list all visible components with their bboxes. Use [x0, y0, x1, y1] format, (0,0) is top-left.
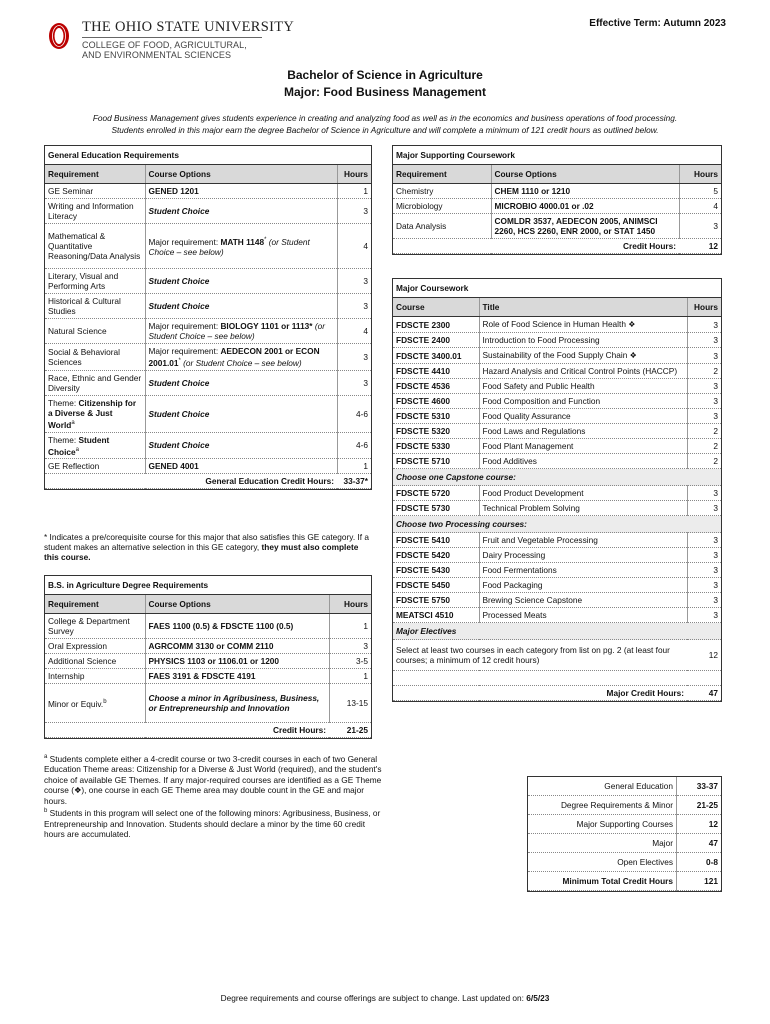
course-title: Hazard Analysis and Critical Control Points (HACCP) [482, 366, 678, 376]
table-row [45, 199, 371, 224]
bs-course-options-cell: FAES 1100 (0.5) & FDSCTE 1100 (0.5) [145, 614, 329, 639]
totals-value: 12 [677, 815, 722, 834]
ge-hours-cell: 3 [337, 269, 371, 294]
bs-hours-cell: 13-15 [329, 684, 371, 723]
ge-course-options-cell [145, 432, 337, 459]
student-choice-text: Student Choice [148, 440, 210, 451]
bs-section-title: B.S. in Agriculture Degree Requirements [45, 576, 371, 595]
course-hours-cell: 3 [687, 578, 721, 593]
bs-requirement-cell [45, 639, 145, 654]
requirement-name: College & Department Survey [48, 616, 130, 636]
ge-total-label: General Education Credit Hours: [145, 474, 337, 489]
bs-column-headers [45, 595, 371, 614]
table-row [393, 333, 721, 348]
course-title-cell [479, 501, 687, 516]
ge-note-emphasis: they must also complete this course. [44, 542, 359, 562]
ge-requirement-cell [45, 269, 145, 294]
ge-requirement-cell [45, 224, 145, 269]
footnote-b-mark: b [44, 808, 48, 815]
electives-row [393, 640, 721, 671]
course-title-cell [479, 593, 687, 608]
ge-theme-diamond-icon: ❖ [629, 351, 637, 360]
table-row [393, 317, 721, 333]
mc-total-value: 47 [687, 686, 721, 701]
course-code-cell: FDSCTE 4410 [393, 364, 479, 379]
ge-hours-cell: 3 [337, 344, 371, 371]
totals-label: Major Supporting Courses [528, 815, 677, 834]
table-row [393, 593, 721, 608]
requirement-name: Literary, Visual and Performing Arts [48, 271, 119, 291]
col-requirement: Requirement [393, 165, 491, 184]
course-title: Food Safety and Public Health [482, 381, 595, 391]
requirement-name: Minor or Equiv. [48, 698, 104, 709]
capstone-label: Choose one Capstone course: [393, 469, 721, 486]
course-title-cell [479, 454, 687, 469]
footnote-a-mark: a [44, 754, 48, 760]
course-code-cell: FDSCTE 5410 [393, 533, 479, 548]
ge-course-options-cell [145, 344, 337, 371]
table-row [45, 319, 371, 344]
course-hours-cell: 3 [687, 608, 721, 623]
table-row [45, 269, 371, 294]
mc-total-row [393, 686, 721, 701]
student-choice-text: Student Choice [148, 301, 210, 311]
table-row [393, 501, 721, 516]
table-row [393, 409, 721, 424]
ge-requirement-cell [45, 395, 145, 432]
ge-course-options-cell [145, 184, 337, 199]
course-title-cell [479, 548, 687, 563]
col-course-options: Course Options [491, 165, 679, 184]
ge-course-options-cell [145, 269, 337, 294]
totals-label: Major [528, 834, 677, 853]
course-code-cell: FDSCTE 2400 [393, 333, 479, 348]
bs-requirement-cell [45, 669, 145, 684]
course-title: Technical Problem Solving [482, 503, 580, 513]
mss-course-options-cell: COMLDR 3537, AEDECON 2005, ANIMSCI 2260, HCS 2260, ENR 2000, or STAT 1450 [491, 214, 679, 239]
totals-value: 21-25 [677, 796, 722, 815]
course-title: Food Fermentations [482, 565, 557, 575]
bs-total-value: 21-25 [329, 723, 371, 738]
footnote-b-text: Students in this program will select one of the following minors: Agribusiness, Business, or Entrepreneurship and Innovation. Students should declare a minor by the time 60 credit hours are accumulated. [44, 808, 381, 840]
college-line-1: COLLEGE OF FOOD, AGRICULTURAL, [82, 40, 247, 50]
course-hours-cell: 3 [687, 394, 721, 409]
col-requirement: Requirement [45, 165, 145, 184]
course-title-cell [479, 608, 687, 623]
course-title-cell [479, 348, 687, 364]
totals-value: 33-37 [677, 777, 722, 796]
course-title-cell [479, 533, 687, 548]
header-divider [82, 37, 262, 38]
bs-course-options-cell: PHYSICS 1103 or 1106.01 or 1200 [145, 654, 329, 669]
course-title: Food Laws and Regulations [482, 426, 586, 436]
student-choice-text: Student Choice [148, 377, 210, 388]
table-row [45, 184, 371, 199]
major-supporting-table [392, 145, 722, 255]
course-code-cell: MEATSCI 4510 [393, 608, 479, 623]
requirement-name: Oral Expression [48, 641, 108, 651]
table-row [393, 214, 721, 239]
course-code: BIOLOGY 1101 or 1113* [220, 321, 313, 331]
course-hours-cell: 3 [687, 593, 721, 608]
bs-requirement-cell [45, 654, 145, 669]
prereq-marker: * [264, 237, 267, 244]
college-name [82, 40, 247, 60]
intro-line-1: Food Business Management gives students experience in creating and analyzing food as well as in the economics and business operations of food processing. [92, 113, 678, 123]
col-requirement: Requirement [45, 595, 145, 614]
electives-subhead [393, 623, 721, 640]
page-title [0, 67, 770, 101]
bs-course-options-cell: AGRCOMM 3130 or COMM 2110 [145, 639, 329, 654]
footnote-marker: a [75, 446, 80, 453]
col-course-options: Course Options [145, 165, 337, 184]
totals-row [528, 777, 721, 796]
table-row [45, 459, 371, 474]
mss-hours-cell: 3 [679, 214, 721, 239]
course-code-cell: FDSCTE 5730 [393, 501, 479, 516]
totals-row [528, 796, 721, 815]
table-row [393, 439, 721, 454]
col-course-options: Course Options [145, 595, 329, 614]
footer-text: Degree requirements and course offerings are subject to change. Last updated on: [220, 993, 527, 1003]
footnote-marker: b [103, 699, 107, 706]
footnotes [44, 752, 384, 840]
mc-blank-row [393, 671, 721, 686]
requirement-name: Writing and Information Literacy [48, 201, 134, 221]
course-hours-cell: 3 [687, 379, 721, 394]
ge-note-text: * Indicates a pre/corequisite course for this major that also satisfies this GE category. If a student makes an alternative selection in this GE category, [44, 532, 369, 552]
electives-label: Major Electives [393, 623, 721, 640]
ge-prereq-note [44, 532, 370, 562]
course-code-cell: FDSCTE 5330 [393, 439, 479, 454]
mss-hours-cell: 4 [679, 199, 721, 214]
table-row [393, 364, 721, 379]
requirement-name: GE Reflection [48, 461, 100, 472]
footnote-a-text: Students complete either a 4-credit course or two 3-credit courses in each of two General Education Theme areas: Citizenship for a Diverse & Just World (required), and the student's choice of available GE Themes. If any major-required courses are identified as a GE Theme course (❖), one course in each GE Theme area may double count in the GE and major hours. [44, 753, 382, 806]
bs-requirement-cell [45, 684, 145, 723]
table-row [45, 344, 371, 371]
course-code-cell: FDSCTE 5720 [393, 486, 479, 501]
course-hours-cell: 3 [687, 501, 721, 516]
totals-row [528, 853, 721, 872]
course-hours-cell: 3 [687, 409, 721, 424]
ge-hours-cell: 4 [337, 224, 371, 269]
requirement-prefix: Theme: [48, 397, 79, 408]
totals-row [528, 815, 721, 834]
mss-hours-cell: 5 [679, 184, 721, 199]
ge-course-options-cell [145, 370, 337, 395]
course-code-cell: FDSCTE 5420 [393, 548, 479, 563]
footnote-marker: a [71, 419, 75, 426]
ge-requirement-cell [45, 432, 145, 459]
ge-requirement-cell [45, 319, 145, 344]
bs-total-label: Credit Hours: [145, 723, 329, 738]
course-hours-cell: 2 [687, 364, 721, 379]
course-code-cell: FDSCTE 5430 [393, 563, 479, 578]
course-code-cell: FDSCTE 4536 [393, 379, 479, 394]
requirement-name: Race, Ethnic and Gender Diversity [48, 372, 142, 393]
ge-course-options-cell [145, 395, 337, 432]
totals-row [528, 872, 721, 891]
intro-line-2: Students enrolled in this major earn the degree Bachelor of Science in Agriculture and will complete a minimum of 121 credit hours as outlined below. [111, 125, 659, 135]
ge-course-options-cell [145, 319, 337, 344]
bs-course-options-cell: Choose a minor in Agribusiness, Business, or Entrepreneurship and Innovation [145, 684, 329, 723]
course-title: Food Composition and Function [482, 396, 601, 406]
course-hours-cell: 3 [687, 563, 721, 578]
requirement-name: Social & Behavioral Sciences [48, 346, 120, 367]
course-title-cell [479, 439, 687, 454]
requirement-name: Citizenship for a Diverse & Just World [48, 397, 137, 430]
student-choice-text: (or Student Choice – see below) [148, 321, 325, 341]
course-hours-cell: 3 [687, 486, 721, 501]
table-row [393, 533, 721, 548]
table-row [393, 578, 721, 593]
course-hours-cell: 2 [687, 424, 721, 439]
table-row [45, 684, 371, 723]
course-title-cell [479, 563, 687, 578]
table-row [393, 486, 721, 501]
course-code-cell: FDSCTE 3400.01 [393, 348, 479, 364]
bs-hours-cell: 3-5 [329, 654, 371, 669]
student-choice-text: Student Choice [148, 408, 210, 419]
course-title: Introduction to Food Processing [482, 335, 600, 345]
ge-hours-cell: 1 [337, 184, 371, 199]
course-hours-cell: 3 [687, 317, 721, 333]
ge-requirements-table [44, 145, 372, 490]
option-prefix: Major requirement: [148, 321, 221, 331]
electives-text: Select at least two courses in each category from list on pg. 2 (at least four courses; a minimum of 12 credit hours) [393, 640, 687, 671]
mc-column-headers [393, 298, 721, 317]
mss-course-options-cell: CHEM 1110 or 1210 [491, 184, 679, 199]
ge-course-options-cell [145, 199, 337, 224]
degree-title: Bachelor of Science in Agriculture [287, 68, 483, 82]
bs-total-row [45, 723, 371, 738]
mc-total-label: Major Credit Hours: [393, 686, 687, 701]
mss-section-title: Major Supporting Coursework [393, 146, 721, 165]
ge-requirement-cell [45, 370, 145, 395]
course-title-cell [479, 394, 687, 409]
course-title-cell [479, 578, 687, 593]
requirement-name: Additional Science [48, 656, 117, 666]
footer-date: 6/5/23 [526, 993, 550, 1003]
processing-label: Choose two Processing courses: [393, 516, 721, 533]
ge-requirement-cell [45, 459, 145, 474]
table-row [45, 224, 371, 269]
course-title: Food Plant Management [482, 441, 574, 451]
ge-hours-cell: 3 [337, 294, 371, 319]
mss-column-headers [393, 165, 721, 184]
footnote-a [44, 752, 384, 806]
college-line-2: AND ENVIRONMENTAL SCIENCES [82, 50, 232, 60]
ge-requirement-cell [45, 344, 145, 371]
mss-requirement-cell: Chemistry [393, 184, 491, 199]
course-title-cell [479, 364, 687, 379]
requirement-name: Mathematical & Quantitative Reasoning/Data Analysis [48, 231, 141, 261]
ge-theme-diamond-icon: ❖ [628, 320, 636, 329]
course-title: Fruit and Vegetable Processing [482, 535, 598, 545]
totals-value: 0-8 [677, 853, 722, 872]
course-title-cell [479, 409, 687, 424]
requirement-name: Historical & Cultural Studies [48, 296, 121, 316]
course-title-cell [479, 317, 687, 333]
table-row [45, 654, 371, 669]
footnote-b [44, 806, 384, 839]
ge-hours-cell: 4-6 [337, 432, 371, 459]
page-footer [0, 993, 770, 1003]
student-choice-text: Student Choice [148, 206, 210, 216]
university-name: THE OHIO STATE UNIVERSITY [82, 19, 295, 35]
table-row [45, 432, 371, 459]
requirement-name: Natural Science [48, 326, 107, 336]
mss-requirement-cell: Data Analysis [393, 214, 491, 239]
course-code: AEDECON 2001 or ECON 2001.01 [148, 346, 320, 368]
course-hours-cell: 3 [687, 333, 721, 348]
bs-hours-cell: 1 [329, 614, 371, 639]
requirement-name: Internship [48, 671, 85, 681]
student-choice-text: Student Choice [148, 276, 210, 286]
ge-requirement-cell [45, 199, 145, 224]
ge-section-title: General Education Requirements [45, 146, 371, 165]
option-prefix: Major requirement: [148, 346, 221, 356]
requirement-name: Student Choice [48, 434, 110, 457]
ge-hours-cell: 3 [337, 199, 371, 224]
option-prefix: Major requirement: [148, 236, 221, 247]
totals-summary-table [527, 776, 722, 892]
mss-total-value: 12 [679, 239, 721, 254]
ge-course-options-cell [145, 459, 337, 474]
col-title: Title [479, 298, 687, 317]
course-title-cell [479, 486, 687, 501]
course-code-cell: FDSCTE 2300 [393, 317, 479, 333]
table-row [393, 199, 721, 214]
student-choice-text: (or Student Choice – see below) [148, 236, 310, 257]
requirement-prefix: Theme: [48, 434, 79, 445]
course-code-cell: FDSCTE 5310 [393, 409, 479, 424]
totals-label: Degree Requirements & Minor [528, 796, 677, 815]
course-title: Food Packaging [482, 580, 543, 590]
course-title: Food Additives [482, 456, 537, 466]
course-hours-cell: 3 [687, 533, 721, 548]
course-title: Sustainability of the Food Supply Chain [482, 350, 628, 360]
ge-total-row [45, 474, 371, 489]
col-hours: Hours [679, 165, 721, 184]
bs-hours-cell: 1 [329, 669, 371, 684]
col-hours: Hours [337, 165, 371, 184]
table-row [393, 184, 721, 199]
col-hours: Hours [687, 298, 721, 317]
student-choice-text: (or Student Choice – see below) [180, 357, 302, 368]
ge-hours-cell: 1 [337, 459, 371, 474]
table-row [393, 454, 721, 469]
course-hours-cell: 2 [687, 454, 721, 469]
bs-course-options-cell: FAES 3191 & FDSCTE 4191 [145, 669, 329, 684]
course-code-cell: FDSCTE 5750 [393, 593, 479, 608]
ge-hours-cell: 4 [337, 319, 371, 344]
course-hours-cell: 2 [687, 439, 721, 454]
course-code: MATH 1148 [220, 236, 265, 247]
mc-section-title: Major Coursework [393, 279, 721, 298]
course-hours-cell: 3 [687, 548, 721, 563]
table-row [393, 548, 721, 563]
course-code-cell: FDSCTE 4600 [393, 394, 479, 409]
requirement-name: GE Seminar [48, 186, 94, 196]
totals-label: Open Electives [528, 853, 677, 872]
table-row [393, 563, 721, 578]
course-title-cell [479, 424, 687, 439]
table-row [393, 608, 721, 623]
table-row [45, 614, 371, 639]
totals-value: 47 [677, 834, 722, 853]
mss-total-row [393, 239, 721, 254]
course-code: GENED 1201 [148, 186, 199, 196]
course-code-cell: FDSCTE 5450 [393, 578, 479, 593]
course-title: Processed Meats [482, 610, 547, 620]
course-title: Brewing Science Capstone [482, 595, 583, 605]
ge-hours-cell: 3 [337, 370, 371, 395]
col-hours: Hours [329, 595, 371, 614]
table-row [45, 294, 371, 319]
major-coursework-table [392, 278, 722, 702]
ge-total-value: 33-37* [337, 474, 371, 489]
ge-hours-cell: 4-6 [337, 395, 371, 432]
bs-hours-cell: 3 [329, 639, 371, 654]
course-title: Food Product Development [482, 488, 584, 498]
table-row [393, 379, 721, 394]
bs-requirements-table [44, 575, 372, 739]
col-course: Course [393, 298, 479, 317]
ge-column-headers [45, 165, 371, 184]
intro-text [60, 112, 710, 136]
osu-block-o-logo-icon [48, 22, 70, 50]
electives-hours: 12 [687, 640, 721, 671]
course-code: GENED 4001 [148, 461, 199, 472]
prereq-marker: * [178, 358, 181, 364]
table-row [393, 348, 721, 364]
course-title-cell [479, 333, 687, 348]
table-row [393, 394, 721, 409]
course-title-cell [479, 379, 687, 394]
mss-total-label: Credit Hours: [491, 239, 679, 254]
course-title: Dairy Processing [482, 550, 546, 560]
course-code-cell: FDSCTE 5710 [393, 454, 479, 469]
totals-label: General Education [528, 777, 677, 796]
totals-value: 121 [677, 872, 722, 891]
table-row [45, 370, 371, 395]
course-title: Role of Food Science in Human Health [482, 319, 626, 329]
totals-row [528, 834, 721, 853]
effective-term: Effective Term: Autumn 2023 [589, 18, 726, 29]
course-hours-cell: 3 [687, 348, 721, 364]
table-row [393, 424, 721, 439]
course-title: Food Quality Assurance [482, 411, 571, 421]
processing-subhead [393, 516, 721, 533]
ge-requirement-cell [45, 184, 145, 199]
major-title: Major: Food Business Management [283, 85, 487, 99]
mss-course-options-cell: MICROBIO 4000.01 or .02 [491, 199, 679, 214]
bs-requirement-cell [45, 614, 145, 639]
ge-course-options-cell [145, 294, 337, 319]
mss-requirement-cell: Microbiology [393, 199, 491, 214]
ge-course-options-cell [145, 224, 337, 269]
table-row [45, 669, 371, 684]
table-row [45, 395, 371, 432]
ge-requirement-cell [45, 294, 145, 319]
totals-label: Minimum Total Credit Hours [528, 872, 677, 891]
table-row [45, 639, 371, 654]
capstone-subhead [393, 469, 721, 486]
course-code-cell: FDSCTE 5320 [393, 424, 479, 439]
